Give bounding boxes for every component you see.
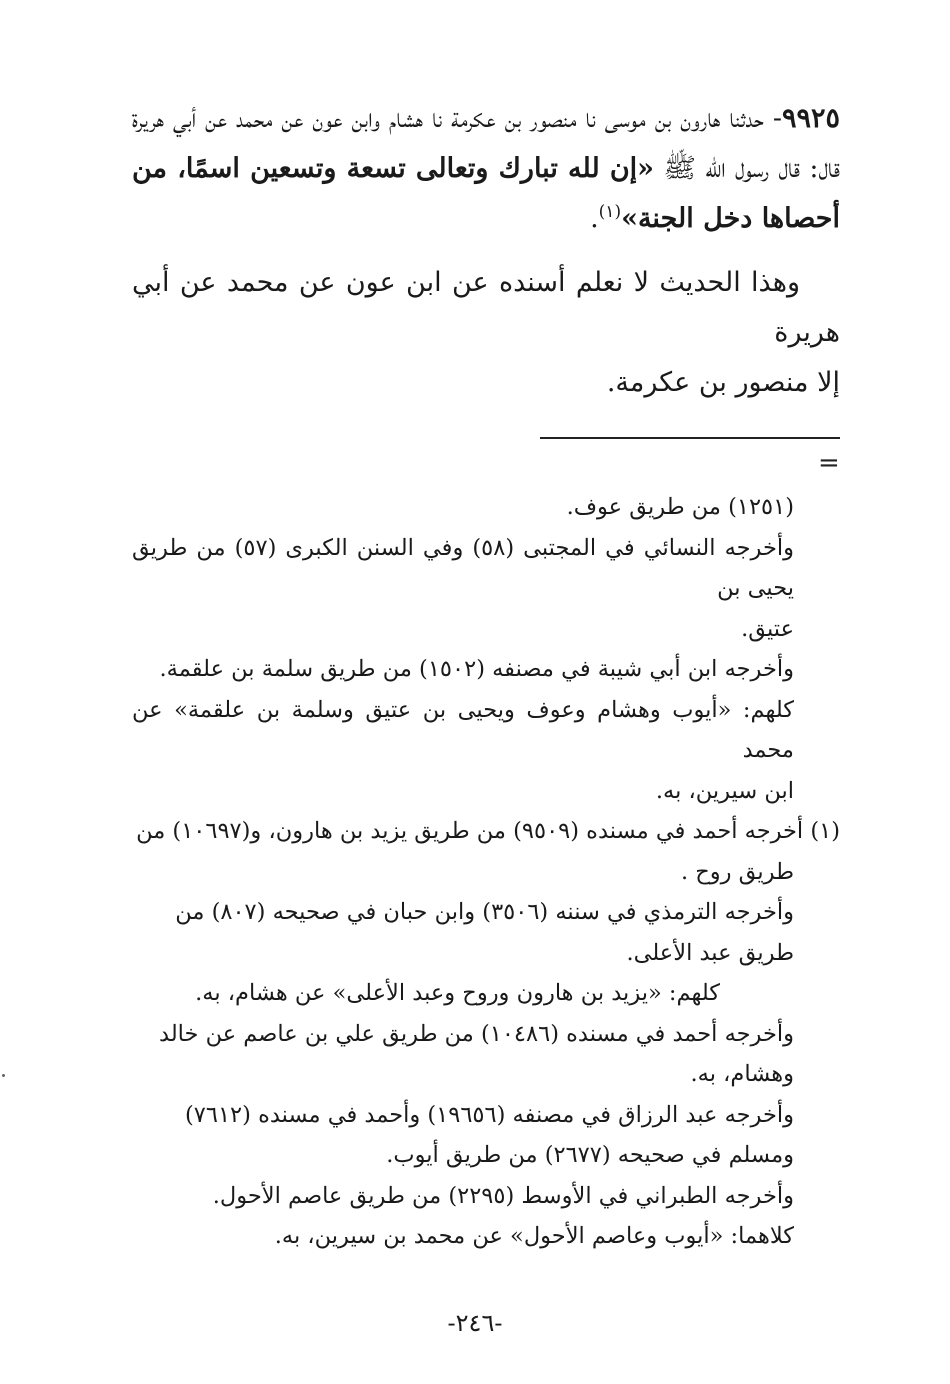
margin-speck — [2, 1074, 5, 1077]
hadith-isnad: - حدثنا هارون بن موسى نا منصور بن عكرمة نا هشام وابن عون عن محمد عن أبي هريرة قال: قال رسول الله ﷺ — [132, 103, 840, 184]
footnote-line: طريق روح . — [680, 858, 794, 885]
hadith-paragraph — [132, 94, 840, 244]
hadith-body — [132, 94, 840, 408]
footnote-line: وأخرجه ابن أبي شيبة في مصنفه (١٥٠٢) من طريق سلمة بن علقمة. — [159, 656, 794, 682]
footnote-line: وأخرجه النسائي في المجتبى (٥٨) وفي السنن الكبرى (٥٧) من طريق يحيى بن — [132, 534, 794, 601]
footnote-line: كلهم: «أيوب وهشام وعوف ويحيى بن عتيق وسلمة بن علقمة» عن محمد — [132, 696, 794, 763]
footnote-line: وأخرجه الطبراني في الأوسط (٢٢٩٥) من طريق عاصم الأحول. — [212, 1182, 794, 1209]
footnote-line: ابن سيرين، به. — [655, 777, 794, 804]
scholar-comment — [132, 258, 840, 358]
footnote-line: كلهم: «يزيد بن هارون وروح وعبد الأعلى» عن هشام، به. — [195, 980, 720, 1006]
footnote-reference: (١) — [598, 202, 622, 222]
hadith-end-mark: . — [590, 203, 599, 234]
footnote-line: طريق عبد الأعلى. — [626, 939, 794, 966]
hadith-number: ٩٩٢٥ — [781, 103, 840, 134]
footnote-separator — [540, 437, 840, 439]
footnote-line: كلاهما: «أيوب وعاصم الأحول» عن محمد بن سيرين، به. — [274, 1223, 794, 1249]
footnote-line: وأخرجه الترمذي في سننه (٣٥٠٦) وابن حبان في صحيحه (٨٠٧) من — [175, 899, 794, 925]
scholar-comment-line-1: وهذا الحديث لا نعلم أسنده عن ابن عون عن محمد عن أبي هريرة — [132, 267, 840, 348]
footnotes-section — [132, 487, 840, 1257]
footnote-line: وأخرجه عبد الرزاق في مصنفه (١٩٦٥٦) وأحمد في مسنده (٧٦١٢) — [185, 1101, 794, 1128]
footnote-line: وأخرجه أحمد في مسنده (١٠٤٨٦) من طريق علي بن عاصم عن خالد — [159, 1020, 794, 1047]
footnote-line: (١٢٥١) من طريق عوف. — [566, 494, 794, 520]
hadith-matn: «إن لله تبارك وتعالى تسعة وتسعين اسمًا، من أحصاها دخل الجنة» — [132, 153, 840, 234]
footnote-1-start: (١) أخرجه أحمد في مسنده (٩٥٠٩) من طريق يزيد بن هارون، و(١٠٦٩٧) من — [136, 818, 840, 844]
footnote-line: عتيق. — [741, 615, 794, 642]
page-number: -٢٤٦- — [447, 1309, 503, 1337]
scholar-comment-continuation — [132, 358, 840, 408]
footnote-line: ومسلم في صحيحه (٢٦٧٧) من طريق أيوب. — [386, 1142, 794, 1168]
scholar-comment-line-2: إلا منصور بن عكرمة. — [606, 367, 840, 398]
continued-footnote-mark: = — [818, 448, 840, 478]
footnote-line: وهشام، به. — [690, 1061, 794, 1087]
